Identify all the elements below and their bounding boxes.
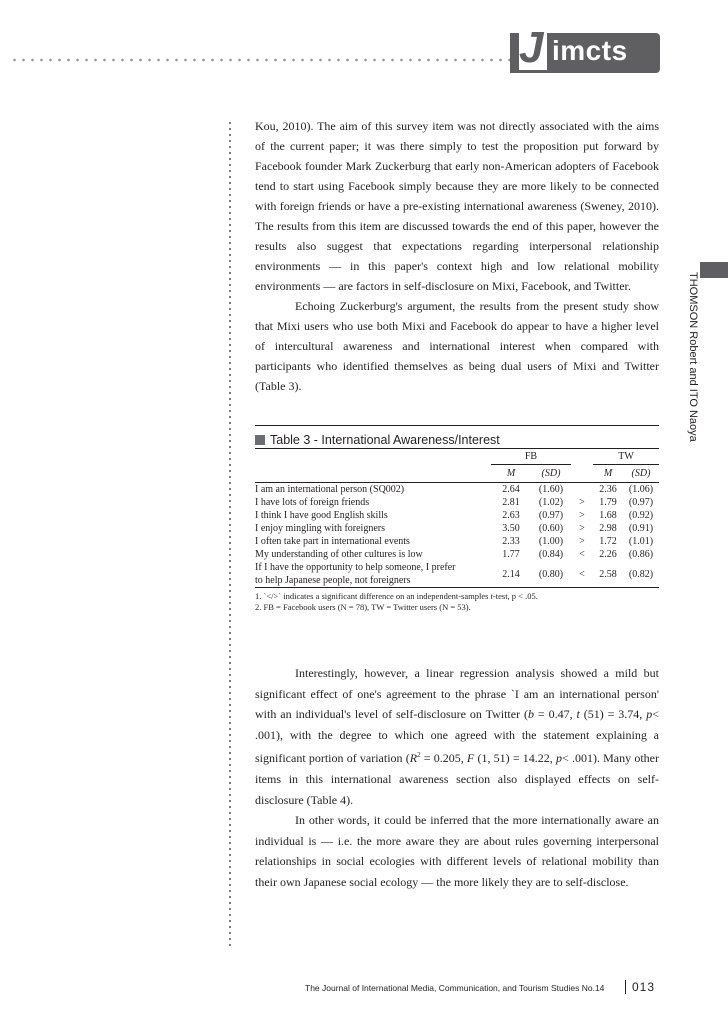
row-label-line-2: to help Japanese people, not foreigners [255, 575, 411, 586]
col-header-fb-m: M [491, 465, 531, 483]
footer-journal-title: The Journal of International Media, Communication, and Tourism Studies No.14 [305, 983, 605, 993]
cell-fb-m: 2.33 [502, 536, 520, 547]
table-row [255, 496, 659, 509]
cell-tw-sd: (1.06) [623, 483, 659, 497]
side-author-running-head [685, 272, 699, 472]
row-label: My understanding of other cultures is low [255, 549, 423, 560]
col-header-fb-sd: (SD) [531, 465, 571, 483]
cell-fb-m: 2.14 [491, 561, 531, 588]
cell-sig: > [579, 510, 585, 521]
journal-logo-initial: J [519, 26, 547, 70]
table-row [255, 561, 659, 588]
table-row [255, 535, 659, 548]
cell-tw-m: 2.98 [599, 523, 617, 534]
row-label: I am an international person (SQ002) [255, 483, 491, 497]
cell-tw-m: 2.26 [599, 549, 617, 560]
left-dotted-margin [228, 120, 232, 950]
cell-tw-sd: (1.01) [628, 536, 654, 547]
cell-fb-m: 2.81 [502, 497, 520, 508]
footer-divider [625, 980, 626, 994]
row-label: I often take part in international events [255, 536, 410, 547]
table-title [255, 432, 659, 448]
cell-fb-m: 2.63 [502, 510, 520, 521]
col-header-tw-m: M [593, 465, 623, 483]
cell-fb-sd: (0.84) [538, 549, 564, 560]
header-dotted-rule [10, 58, 516, 62]
table-row [255, 548, 659, 561]
table-note-1: 1. `</>` indicates a significant difference on an independent-samples t-test, p < .05. [255, 591, 538, 601]
table-subheader-row [255, 465, 659, 483]
cell-fb-sd: (1.02) [538, 497, 564, 508]
table-row [255, 509, 659, 522]
row-label: I have lots of foreign friends [255, 497, 370, 508]
cell-tw-m: 1.68 [599, 510, 617, 521]
cell-sig: > [579, 523, 585, 534]
cell-fb-sd: (0.60) [538, 523, 564, 534]
cell-fb-sd: (0.80) [531, 561, 571, 588]
cell-sig: < [571, 561, 593, 588]
body-text-bottom [255, 663, 659, 893]
table-title-square-icon [255, 435, 265, 445]
side-author-text: THOMSON Robert and ITO Naoya [687, 272, 699, 442]
col-header-tw-sd: (SD) [623, 465, 659, 483]
cell-sig: > [579, 536, 585, 547]
group-header-tw: TW [593, 449, 659, 465]
data-table [255, 448, 659, 588]
group-header-fb: FB [491, 449, 571, 465]
paragraph: In other words, it could be inferred that the more internationally aware an individual is — i.e. the more aware they are about rules governing interpersonal relationships in social ecologies with different levels of relational mobility than their own Japanese social ecology — the more likely they are to self-disclose. [255, 813, 659, 889]
table-top-rule [255, 425, 659, 426]
cell-tw-sd: (0.92) [628, 510, 654, 521]
table-3 [255, 425, 659, 613]
body-text-top [255, 116, 659, 396]
cell-fb-m: 1.77 [502, 549, 520, 560]
row-label [255, 561, 491, 588]
journal-logo-text: imcts [552, 35, 628, 66]
cell-fb-sd: (0.97) [538, 510, 564, 521]
page-footer [305, 980, 665, 996]
table-row [255, 522, 659, 535]
side-tab-marker [700, 262, 728, 278]
cell-tw-sd: (0.86) [628, 549, 654, 560]
cell-sig: < [579, 549, 585, 560]
table-notes [255, 591, 659, 613]
table-note-2: 2. FB = Facebook users (N = 78), TW = Twitter users (N = 53). [255, 602, 471, 612]
cell-tw-sd: (0.97) [628, 497, 654, 508]
cell-tw-sd: (0.82) [623, 561, 659, 588]
row-label: I think I have good English skills [255, 510, 388, 521]
row-label: I enjoy mingling with foreigners [255, 523, 385, 534]
cell-tw-m: 2.58 [593, 561, 623, 588]
paragraph: Interestingly, however, a linear regression analysis showed a mild but significant effect of one's agreement to the phrase `I am an international person' with an individual's level of self-disclosure on Twitter (b = 0.47, t (51) = 3.74, p< .001), with the degree to which one agreed with the statement explaining a significant portion of variation ($R^2 = 0.205$, F (1, 51) = 14.22, p< .001). Many other items in this international awareness section also displayed effects on self-disclosure (Table 4). [255, 666, 659, 807]
cell-tw-sd: (0.91) [628, 523, 654, 534]
cell-tw-m: 1.72 [599, 536, 617, 547]
table-title-text: Table 3 - International Awareness/Interest [270, 433, 500, 447]
paragraph: Echoing Zuckerburg's argument, the results from the present study show that Mixi users who use both Mixi and Facebook do appear to have a higher level of intercultural awareness and international interest when compared with participants who identified themselves as being dual users of Mixi and Twitter (Table 3). [255, 299, 659, 393]
cell-tw-m: 2.36 [593, 483, 623, 497]
cell-tw-m: 1.79 [599, 497, 617, 508]
cell-fb-m: 2.64 [491, 483, 531, 497]
cell-sig: > [579, 497, 585, 508]
row-label-line-1: If I have the opportunity to help someone, I prefer [255, 562, 456, 573]
cell-fb-sd: (1.00) [538, 536, 564, 547]
page-number: 013 [632, 980, 656, 994]
cell-sig [571, 483, 593, 497]
table-group-header-row [255, 449, 659, 465]
table-row [255, 483, 659, 497]
cell-fb-m: 3.50 [502, 523, 520, 534]
paragraph: Kou, 2010). The aim of this survey item was not directly associated with the aims of the current paper; it was there simply to test the proposition put forward by Facebook founder Mark Zuckerburg that early non-American adopters of Facebook tend to start using Facebook simply because they are more likely to be connected with foreign friends or have a pre-existing international awareness (Sweney, 2010). The results from this item are discussed towards the end of this paper, however the results also suggest that expectations regarding interpersonal relationship environments — in this paper's context high and low relational mobility environments — are factors in self-disclosure on Mixi, Facebook, and Twitter. [255, 119, 659, 293]
cell-fb-sd: (1.60) [531, 483, 571, 497]
